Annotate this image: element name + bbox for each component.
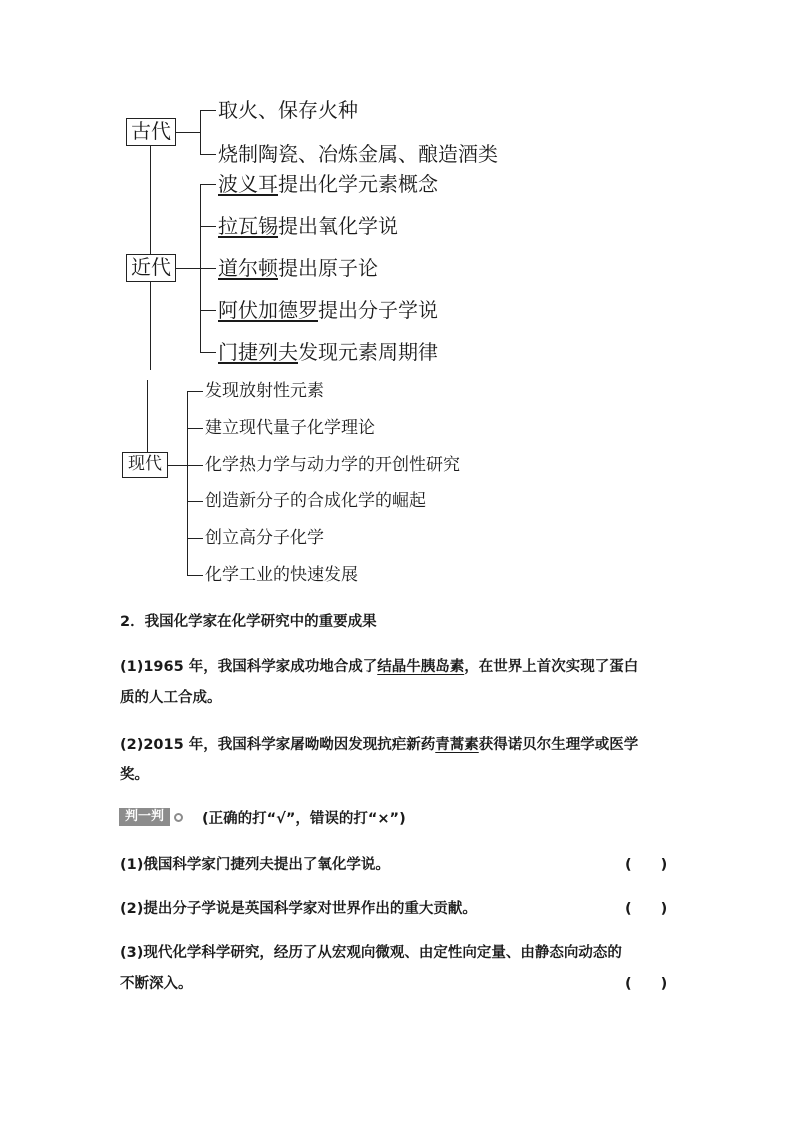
ancient-item: 取火、保存火种 xyxy=(218,98,358,122)
contemporary-item: 建立现代量子化学理论 xyxy=(205,418,375,438)
question-1: (1)俄国科学家门捷列夫提出了氧化学说。 xyxy=(120,857,390,873)
judge-instruction: (正确的打“√”，错误的打“×”) xyxy=(202,811,406,827)
answer-blank-1[interactable]: ( ) xyxy=(625,857,668,873)
paragraph-2-line-1: (2)2015 年，我国科学家屠呦呦因发现抗疟新药青蒿素获得诺贝尔生理学或医学 xyxy=(120,737,639,753)
ancient-item: 烧制陶瓷、冶炼金属、酿造酒类 xyxy=(218,142,498,166)
answer-blank-2[interactable]: ( ) xyxy=(625,901,668,917)
modern-item: 门捷列夫发现元素周期律 xyxy=(218,340,438,364)
paragraph-1-line-2: 质的人工合成。 xyxy=(120,690,222,706)
paragraph-1-line-1: (1)1965 年，我国科学家成功地合成了结晶牛胰岛素，在世界上首次实现了蛋白 xyxy=(120,659,639,675)
answer-blank-3[interactable]: ( ) xyxy=(625,976,668,992)
connector xyxy=(176,132,200,133)
modern-item: 道尔顿提出原子论 xyxy=(218,256,378,280)
modern-item: 波义耳提出化学元素概念 xyxy=(218,172,438,196)
contemporary-item: 化学工业的快速发展 xyxy=(205,565,358,585)
contemporary-item: 化学热力学与动力学的开创性研究 xyxy=(205,455,460,475)
contemporary-item: 创立高分子化学 xyxy=(205,528,324,548)
bracket-contemporary xyxy=(187,391,188,575)
contemporary-item: 创造新分子的合成化学的崛起 xyxy=(205,491,426,511)
badge-dot-icon xyxy=(174,813,183,822)
question-3-line-1: (3)现代化学科学研究，经历了从宏观向微观、由定性向定量、由静态向动态的 xyxy=(120,945,622,961)
contemporary-item: 发现放射性元素 xyxy=(205,381,324,401)
node-modern: 近代 xyxy=(126,254,176,282)
question-3-line-2: 不断深入。 xyxy=(120,976,193,992)
bracket-ancient xyxy=(200,110,201,154)
node-contemporary: 现代 xyxy=(122,452,168,478)
section-heading: 2．我国化学家在化学研究中的重要成果 xyxy=(120,614,377,630)
node-ancient: 古代 xyxy=(126,118,176,146)
question-2: (2)提出分子学说是英国科学家对世界作出的重大贡献。 xyxy=(120,901,477,917)
paragraph-2-line-2: 奖。 xyxy=(120,767,149,783)
modern-item: 阿伏加德罗提出分子学说 xyxy=(218,298,438,322)
judge-badge: 判一判 xyxy=(119,808,170,826)
modern-item: 拉瓦锡提出氧化学说 xyxy=(218,214,398,238)
